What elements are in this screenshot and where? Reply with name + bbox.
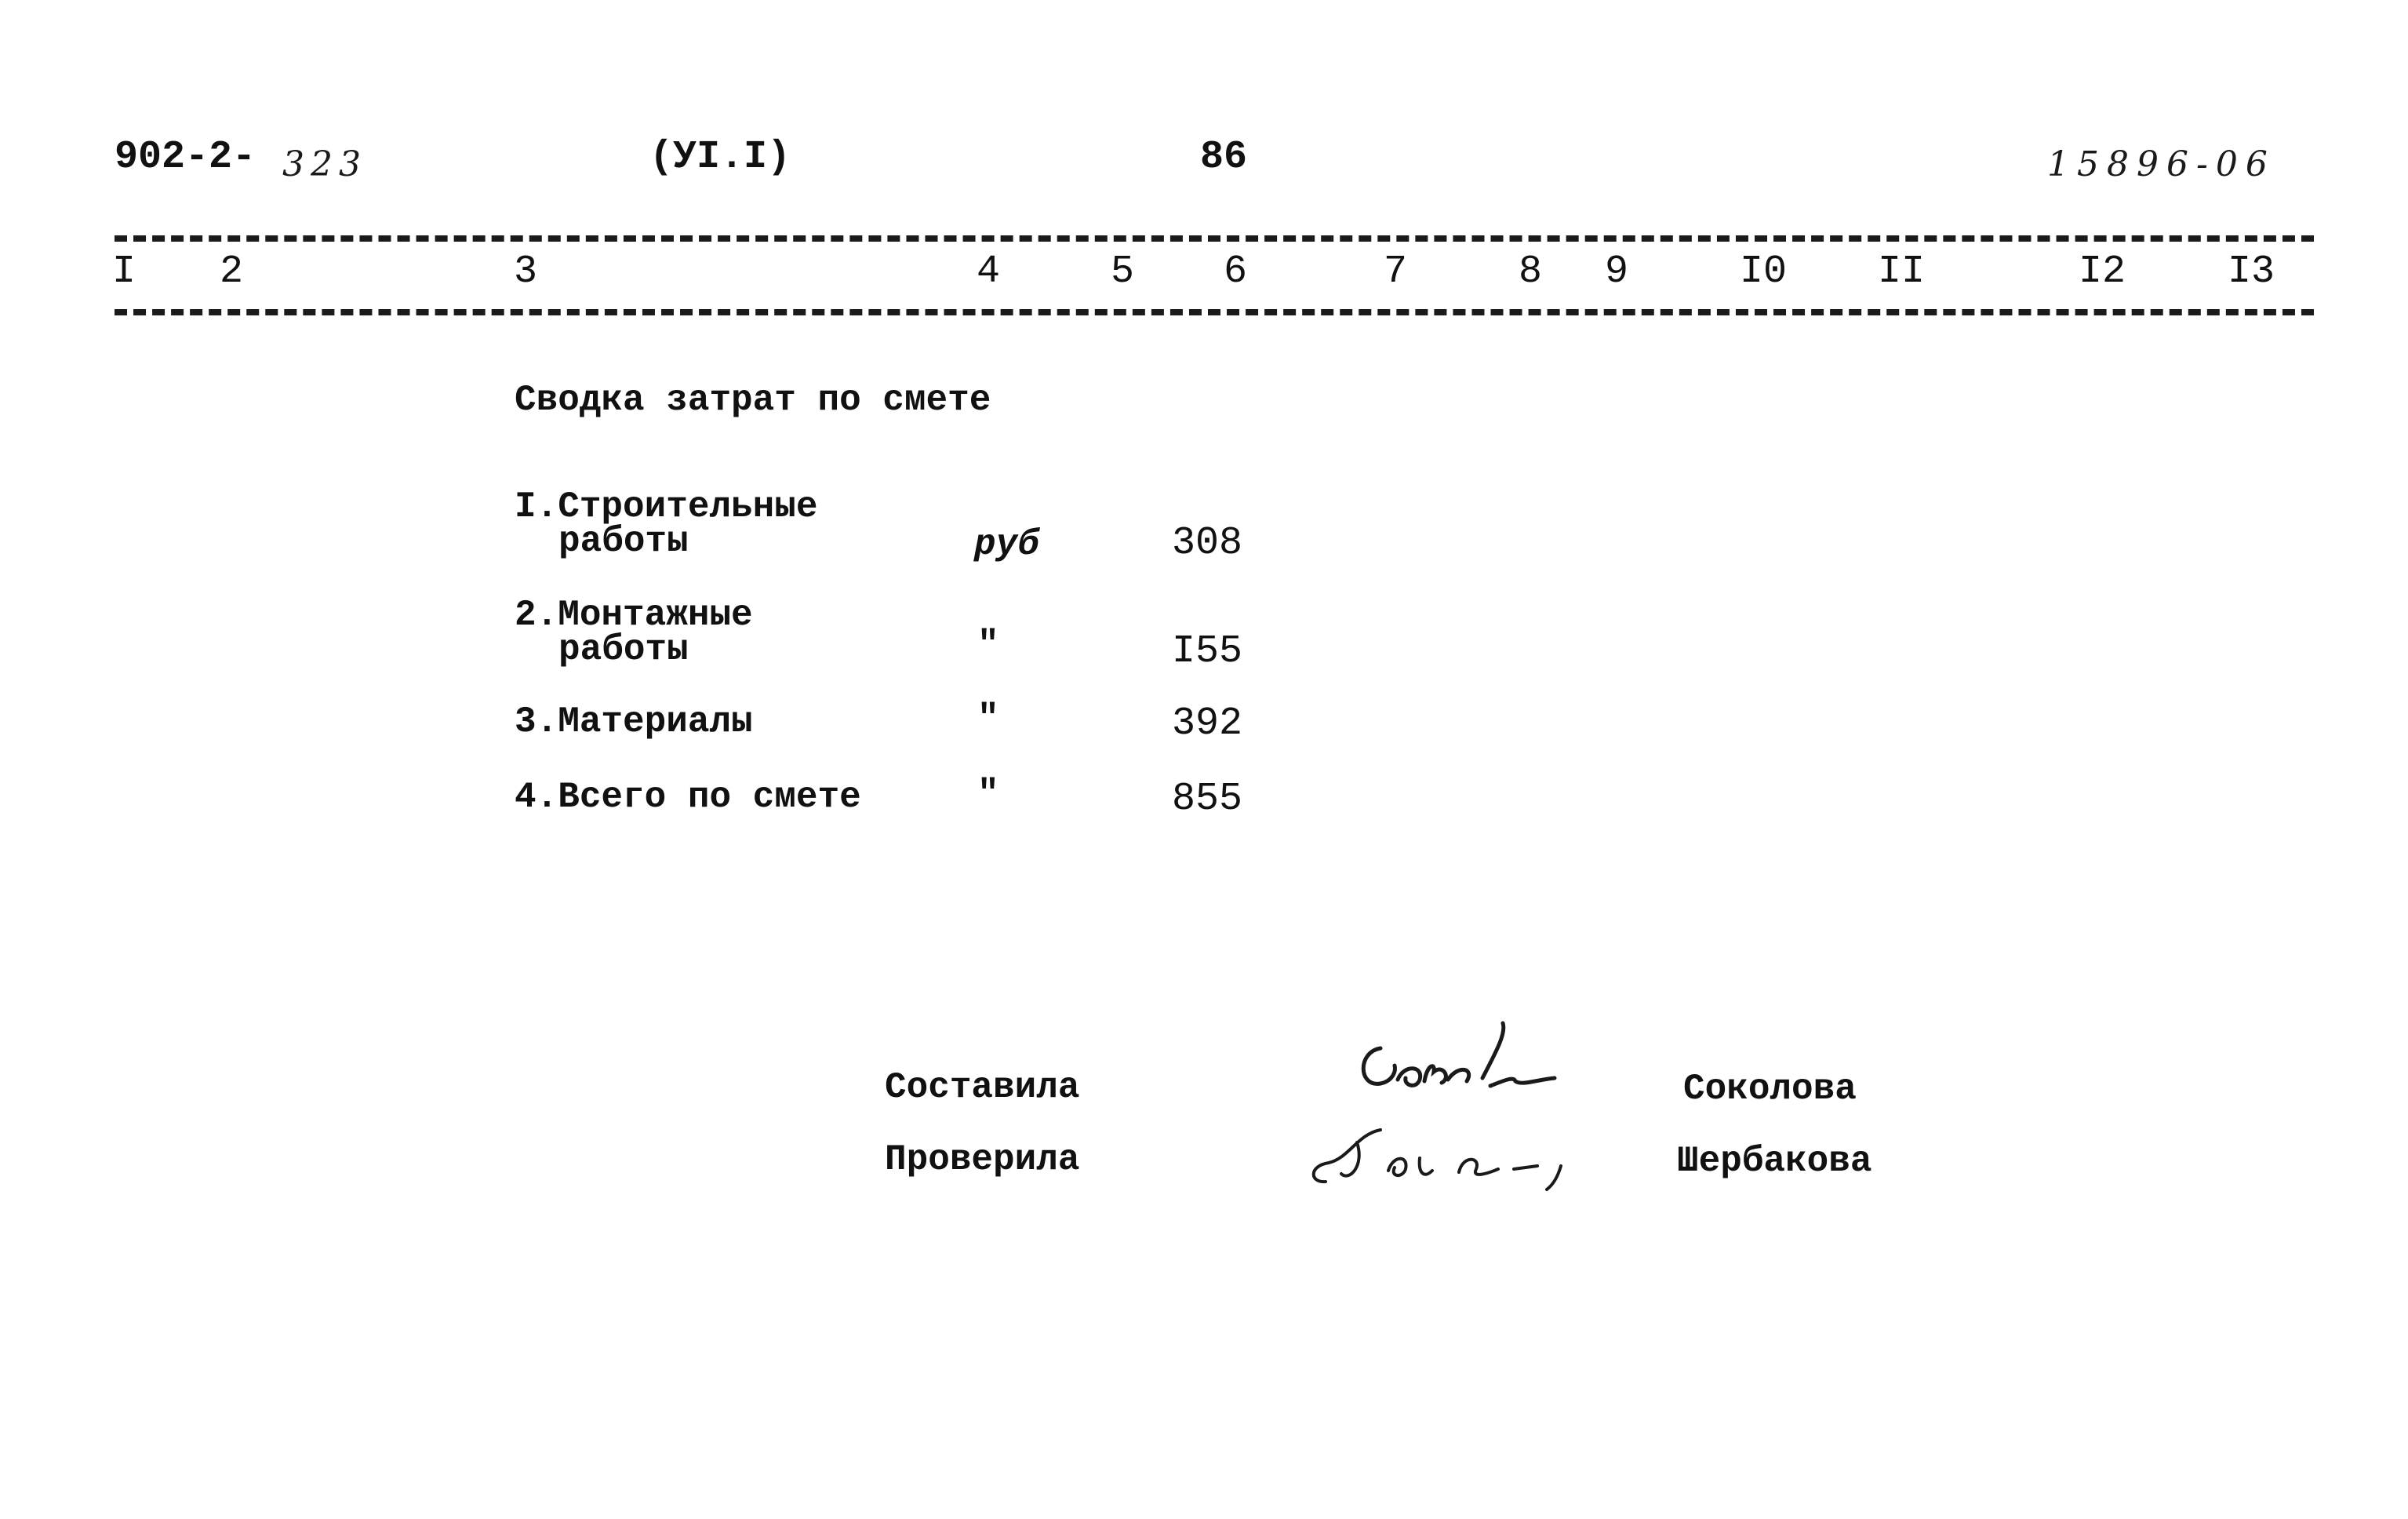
column-number-6: 6: [1224, 250, 1248, 294]
page-number: 86: [1200, 135, 1248, 180]
item-label-line1: 2.Монтажные: [515, 595, 753, 636]
column-number-1: I: [112, 250, 136, 294]
item-label-line1: 4.Всего по смете: [515, 777, 861, 818]
item-value: I55: [1172, 629, 1243, 674]
column-number-9: 9: [1605, 250, 1629, 294]
item-label-line2: работы: [558, 521, 689, 562]
dashed-rule-bottom: [115, 309, 2314, 315]
column-number-8: 8: [1519, 250, 1543, 294]
archive-number: 15896-06: [2047, 144, 2275, 184]
section-code: (УI.I): [649, 135, 791, 180]
column-number-7: 7: [1384, 250, 1408, 294]
compiled-by-label: Составила: [885, 1067, 1080, 1108]
compiled-by-name: Соколова: [1683, 1069, 1857, 1109]
compiled-signature: [1349, 1017, 1569, 1111]
doc-code-handwritten: 323: [282, 144, 367, 184]
column-number-2: 2: [220, 250, 244, 294]
item-unit: руб: [974, 524, 1039, 565]
item-value: 308: [1172, 521, 1243, 566]
item-label-line1: I.Строительные: [515, 486, 818, 527]
item-label-line1: 3.Материалы: [515, 701, 753, 742]
checked-by-label: Проверила: [885, 1139, 1080, 1180]
checked-signature: [1302, 1111, 1600, 1197]
column-number-10: I0: [1740, 250, 1788, 294]
column-number-13: I3: [2228, 250, 2275, 294]
column-number-3: 3: [514, 250, 538, 294]
item-value: 392: [1172, 701, 1243, 746]
item-unit: ": [977, 774, 999, 814]
item-label-line2: работы: [558, 629, 689, 670]
item-unit: ": [977, 625, 999, 665]
item-value: 855: [1172, 777, 1243, 821]
column-number-4: 4: [977, 250, 1001, 294]
summary-title: Сводка затрат по смете: [515, 380, 991, 421]
doc-code: 902-2-: [115, 135, 256, 180]
column-number-12: I2: [2079, 250, 2126, 294]
column-number-11: II: [1878, 250, 1926, 294]
item-unit: ": [977, 698, 999, 739]
dashed-rule-top: [115, 235, 2314, 242]
checked-by-name: Шербакова: [1677, 1141, 1872, 1182]
column-number-5: 5: [1111, 250, 1135, 294]
